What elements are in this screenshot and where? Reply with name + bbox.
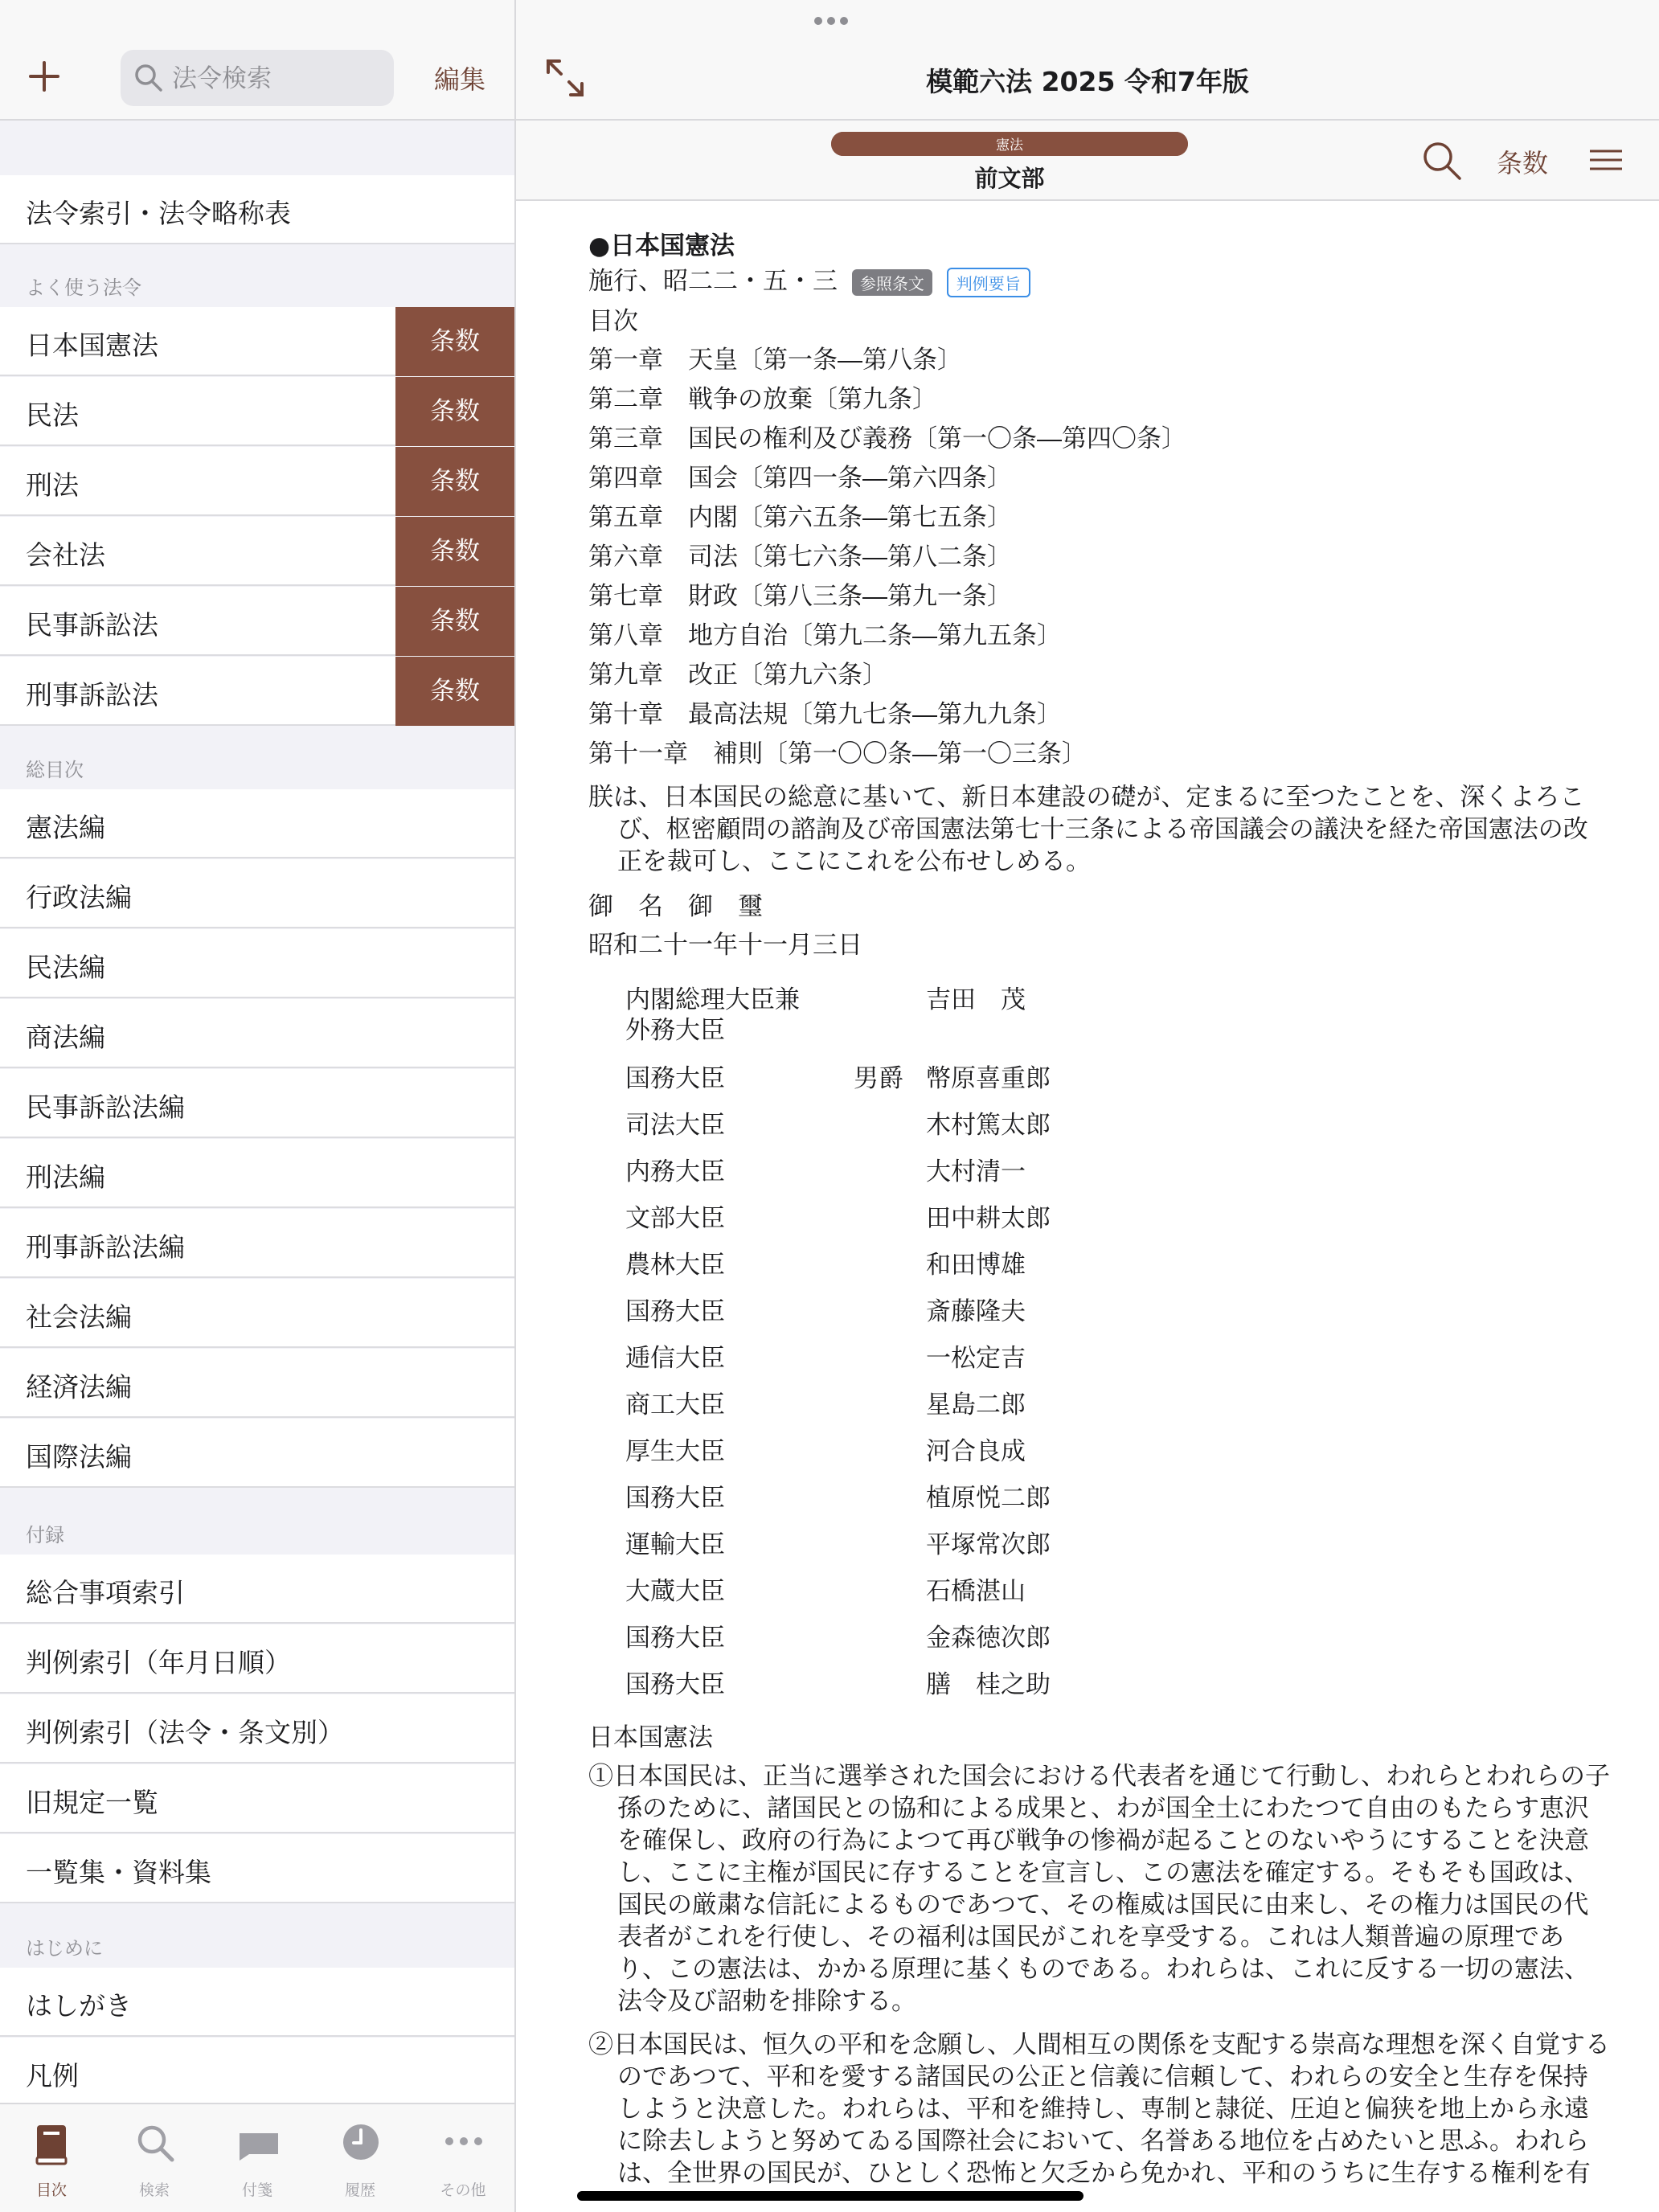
- search-icon: [133, 63, 164, 93]
- favorite-law-item-label: 刑事訴訟法: [26, 679, 158, 711]
- tab-label: 目次: [35, 2181, 67, 2199]
- appendix-item[interactable]: [0, 1624, 514, 1694]
- signatory-name: 斎藤隆夫: [926, 1297, 1026, 1326]
- contents-item-label: 国際法編: [26, 1441, 132, 1473]
- favorite-law-item[interactable]: [0, 377, 514, 446]
- toc-heading: 目次: [588, 307, 638, 336]
- menu-icon[interactable]: [1588, 148, 1624, 172]
- toc-chapter-link[interactable]: 第五章 内閣〔第六五条―第七五条〕: [588, 503, 1012, 532]
- appendix-item[interactable]: [0, 1694, 514, 1763]
- contents-item-label: 商法編: [26, 1022, 105, 1053]
- intro-item[interactable]: [0, 1968, 514, 2037]
- favorites-header: よく使う法令: [26, 276, 141, 299]
- signatory-name: 膳 桂之助: [926, 1670, 1051, 1699]
- text-line: 表者がこれを行使し、その福利は国民がこれを享受する。これは人類普遍の原理であ: [617, 1923, 1564, 1952]
- appendix-header: 付録: [26, 1524, 64, 1546]
- favorite-law-item[interactable]: [0, 307, 514, 376]
- signatory-office: 運輸大臣: [625, 1530, 725, 1559]
- text-line: に除去しようと努めてゐる国際社会において、名誉ある地位を占めたいと思ふ。われら: [617, 2127, 1589, 2156]
- reference-articles-badge[interactable]: 参照条文: [852, 269, 932, 296]
- favorite-law-item-label: 会社法: [26, 539, 105, 571]
- signatory-name: 星島二郎: [926, 1391, 1026, 1419]
- article-count-button[interactable]: 条数: [395, 377, 514, 446]
- promulgation-edict: [588, 781, 1649, 878]
- favorite-law-item-label: 民事訴訟法: [26, 609, 158, 641]
- signatory-office: 大蔵大臣: [625, 1577, 725, 1606]
- text-line: 国民の厳粛な信託によるものであつて、その権威は国民に由来し、その権力は国民の代: [617, 1890, 1589, 1919]
- tab-label: その他: [440, 2181, 486, 2199]
- toc-chapter-link[interactable]: 第四章 国会〔第四一条―第六四条〕: [588, 464, 1012, 493]
- promulgation-date: 昭和二十一年十一月三日: [588, 931, 862, 960]
- tab-sticky-notes[interactable]: [206, 2111, 309, 2207]
- appendix-item[interactable]: [0, 1834, 514, 1903]
- appendix-item-label: 一覧集・資料集: [26, 1857, 211, 1888]
- text-line: び、枢密顧問の諮詢及び帝国憲法第七十三条による帝国議会の議決を経た帝国憲法の改: [617, 815, 1588, 844]
- toc-chapter-link[interactable]: 第十章 最高法規〔第九七条―第九九条〕: [588, 700, 1062, 729]
- appendix-item-label: 判例索引（年月日順）: [26, 1647, 291, 1678]
- section-bar: [516, 121, 1659, 201]
- article-count-button[interactable]: 条数: [395, 517, 514, 586]
- article-count-button[interactable]: 条数: [395, 447, 514, 516]
- text-line: ②日本国民は、恒久の平和を念願し、人間相互の関係を支配する崇高な理想を深く自覚する: [588, 2030, 1610, 2059]
- signatory-name: 一松定吉: [926, 1344, 1026, 1373]
- contents-item-label: 民事訴訟法編: [26, 1092, 185, 1123]
- text-line: ①日本国民は、正当に選挙された国会における代表者を通じて行動し、われらとわれらの子: [588, 1762, 1610, 1791]
- multitasking-handle[interactable]: [812, 13, 850, 28]
- text-line: は、全世界の国民が、ひとしく恐怖と欠乏から免かれ、平和のうちに生存する権利を有: [617, 2159, 1591, 2188]
- favorite-law-item[interactable]: [0, 447, 514, 516]
- toc-chapter-link[interactable]: 第六章 司法〔第七六条―第八二条〕: [588, 543, 1012, 571]
- text-line: り、この憲法は、かかる原理に基くものである。われらは、これに反する一切の憲法、: [617, 1955, 1589, 1984]
- contents-item[interactable]: [0, 1209, 514, 1278]
- sticky-note-icon: [238, 2122, 280, 2167]
- toc-chapter-link[interactable]: 第三章 国民の権利及び義務〔第一〇条―第四〇条〕: [588, 424, 1186, 453]
- contents-item[interactable]: [0, 1139, 514, 1208]
- main-toolbar: [516, 0, 1659, 121]
- search-input[interactable]: [170, 58, 383, 100]
- signatory-office: 国務大臣: [625, 1064, 725, 1093]
- signatory-office: 国務大臣: [625, 1484, 725, 1513]
- favorite-law-item[interactable]: [0, 517, 514, 586]
- signatory-office: 商工大臣: [625, 1391, 725, 1419]
- signatory-office: 文部大臣: [625, 1204, 725, 1233]
- text-line: 法令及び詔勅を排除する。: [617, 1987, 916, 2016]
- law-title: ●日本国憲法: [588, 231, 735, 260]
- tab-contents[interactable]: [0, 2111, 103, 2207]
- signatory-office: 逓信大臣: [625, 1344, 725, 1373]
- law-index-item[interactable]: [0, 175, 514, 244]
- search-icon[interactable]: [1421, 140, 1463, 182]
- contents-item[interactable]: [0, 789, 514, 858]
- tab-more[interactable]: [412, 2111, 514, 2207]
- book-icon: [32, 2122, 71, 2167]
- signatory-name: 吉田 茂: [926, 985, 1026, 1014]
- text-line: を確保し、政府の行為によつて再び戦争の惨禍が起ることのないやうにすることを決意: [617, 1826, 1589, 1855]
- contents-item-label: 経済法編: [26, 1371, 132, 1403]
- signatory-office: 内閣総理大臣兼: [625, 985, 800, 1014]
- tab-history[interactable]: [309, 2111, 412, 2207]
- favorite-law-item-label: 刑法: [26, 469, 79, 501]
- text-line: 朕は、日本国民の総意に基いて、新日本建設の礎が、定まるに至つたことを、深くよろこ: [588, 783, 1585, 812]
- search-field[interactable]: [121, 50, 394, 106]
- tab-search[interactable]: [103, 2111, 206, 2207]
- search-icon: [135, 2122, 175, 2167]
- article-count-button[interactable]: 条数: [395, 657, 514, 726]
- signatory-name: 石橋湛山: [926, 1577, 1026, 1606]
- signatory-name: 植原悦二郎: [926, 1484, 1051, 1513]
- favorite-law-item-label: 民法: [26, 399, 79, 431]
- signatory-name: 幣原喜重郎: [926, 1064, 1051, 1093]
- contents-item[interactable]: [0, 1069, 514, 1138]
- home-indicator: [577, 2191, 1083, 2201]
- tab-label: 履歴: [344, 2181, 375, 2199]
- main-pane: [516, 0, 1659, 2212]
- contents-item-label: 刑事訴訟法編: [26, 1231, 185, 1263]
- signatory-name: 木村篤太郎: [926, 1111, 1051, 1140]
- section-title: 前文部: [974, 165, 1045, 192]
- signatory-name: 河合良成: [926, 1437, 1026, 1466]
- signatory-name: 金森徳次郎: [926, 1624, 1051, 1653]
- intro-item[interactable]: [0, 2038, 514, 2107]
- clock-icon: [341, 2122, 381, 2167]
- contents-item[interactable]: [0, 1349, 514, 1418]
- enforcement-line: [588, 260, 1030, 297]
- signatory-office: 司法大臣: [625, 1111, 725, 1140]
- tab-label: 付箋: [241, 2181, 272, 2199]
- signatory-office: 厚生大臣: [625, 1437, 725, 1466]
- signatory-name: 平塚常次郎: [926, 1530, 1051, 1559]
- contents-header: 総目次: [26, 759, 84, 781]
- contents-item[interactable]: [0, 929, 514, 998]
- toc-chapter-link[interactable]: 第十一章 補則〔第一〇〇条―第一〇三条〕: [588, 739, 1087, 768]
- intro-header: はじめに: [26, 1937, 103, 1960]
- signatory-office: 国務大臣: [625, 1297, 725, 1326]
- intro-item-label: はしがき: [26, 1990, 132, 2022]
- edit-button[interactable]: 編集: [434, 64, 486, 95]
- contents-item-label: 憲法編: [26, 812, 105, 843]
- appendix-item-label: 判例索引（法令・条文別）: [26, 1717, 344, 1748]
- tab-label: 検索: [138, 2181, 170, 2199]
- article-count-button[interactable]: 条数: [395, 587, 514, 656]
- article-count-button[interactable]: 条数: [395, 307, 514, 376]
- appendix-item[interactable]: [0, 1764, 514, 1833]
- appendix-item[interactable]: [0, 1555, 514, 1624]
- contents-item-label: 行政法編: [26, 882, 132, 913]
- toc-chapter-link[interactable]: 第八章 地方自治〔第九二条―第九五条〕: [588, 621, 1062, 650]
- contents-item[interactable]: [0, 999, 514, 1068]
- preamble-paragraph-2: [588, 2029, 1649, 2189]
- case-summary-badge[interactable]: 判例要旨: [947, 268, 1030, 297]
- section-progress-label: 憲法: [996, 137, 1023, 154]
- favorite-law-item[interactable]: [0, 657, 514, 726]
- contents-item[interactable]: [0, 859, 514, 928]
- add-button[interactable]: [24, 56, 64, 96]
- text-line: しようと決意した。われらは、平和を維持し、専制と隷従、圧迫と偏狭を地上から永遠: [617, 2095, 1589, 2124]
- appendix-item-label: 総合事項索引: [26, 1577, 185, 1608]
- text-line: 孫のために、諸国民との協和による成果と、わが国全土にわたつて自由のもたらす恵沢: [617, 1794, 1589, 1823]
- imperial-seal: 御 名 御 璽: [588, 892, 763, 921]
- intro-item-label: 凡例: [26, 2060, 79, 2091]
- favorite-law-item-label: 日本国憲法: [26, 330, 158, 361]
- signatory-office: 国務大臣: [625, 1670, 725, 1699]
- text-line: のであつて、平和を愛する諸国民の公正と信義に信頼して、われらの安全と生存を保持: [617, 2062, 1588, 2091]
- text-line: 正を裁可し、ここにこれを公布せしめる。: [617, 847, 1091, 876]
- signatory-office-cont: 外務大臣: [625, 1016, 725, 1045]
- contents-item-label: 刑法編: [26, 1161, 105, 1193]
- preamble-paragraph-1: [588, 1760, 1649, 2017]
- tab-bar: [0, 2103, 514, 2212]
- toc-chapter-link[interactable]: 第七章 財政〔第八三条―第九一条〕: [588, 582, 1012, 611]
- signatory-name: 和田博雄: [926, 1251, 1026, 1280]
- signatory-office: 国務大臣: [625, 1624, 725, 1653]
- constitution-heading: 日本国憲法: [588, 1723, 713, 1752]
- ellipsis-icon: [444, 2122, 484, 2167]
- signatory-name: 田中耕太郎: [926, 1204, 1051, 1233]
- contents-item-label: 民法編: [26, 952, 105, 983]
- contents-item[interactable]: [0, 1419, 514, 1488]
- toc-chapter-link[interactable]: 第九章 改正〔第九六条〕: [588, 661, 887, 690]
- contents-item[interactable]: [0, 1279, 514, 1348]
- signatory-name: 大村清一: [926, 1157, 1026, 1186]
- signatory-office: 農林大臣: [625, 1251, 725, 1280]
- sidebar-toolbar: [0, 0, 514, 121]
- signatory-rank: 男爵: [854, 1064, 903, 1093]
- article-count-button[interactable]: 条数: [1497, 148, 1549, 178]
- text-line: し、ここに主権が国民に存することを宣言し、この憲法を確定する。そもそも国政は、: [617, 1858, 1589, 1887]
- signatory-office: 内務大臣: [625, 1157, 725, 1186]
- appendix-item-label: 旧規定一覧: [26, 1787, 158, 1818]
- book-title: 模範六法 2025 令和7年版: [926, 66, 1249, 97]
- law-index-label: 法令索引・法令略称表: [26, 198, 291, 229]
- contents-item-label: 社会法編: [26, 1301, 132, 1333]
- favorite-law-item[interactable]: [0, 587, 514, 656]
- toc-chapter-link[interactable]: 第一章 天皇〔第一条―第八条〕: [588, 346, 962, 375]
- toc-chapter-link[interactable]: 第二章 戦争の放棄〔第九条〕: [588, 385, 937, 414]
- enforcement-date: 施行、昭二二・五・三: [588, 267, 838, 296]
- sidebar: [0, 0, 514, 2212]
